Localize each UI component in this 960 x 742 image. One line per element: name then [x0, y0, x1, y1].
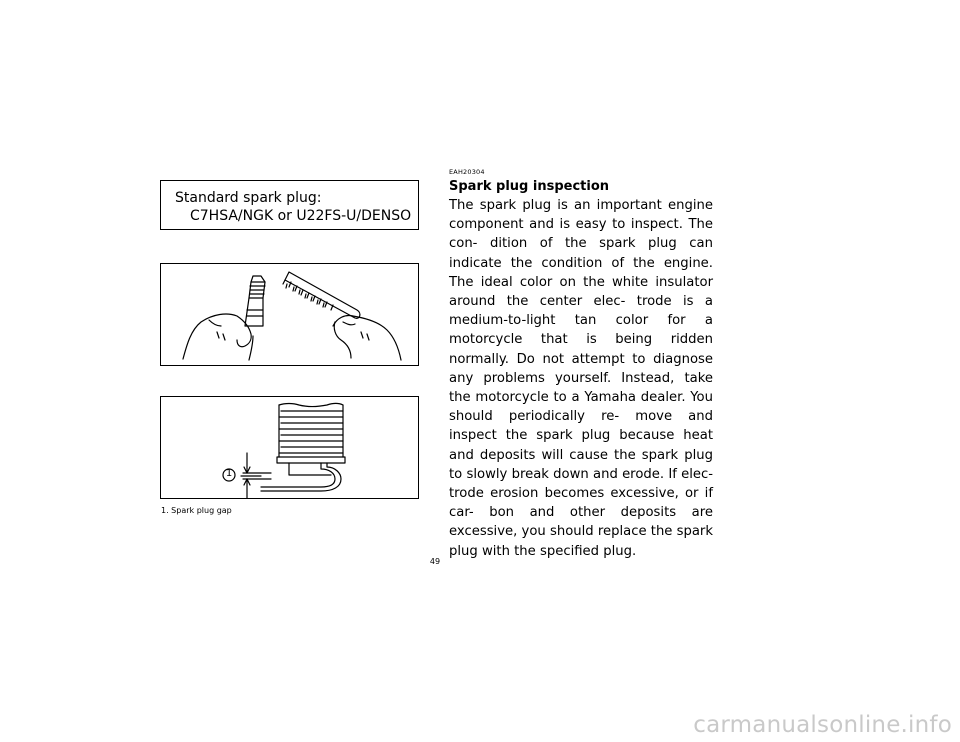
- page-number: 49: [429, 557, 441, 566]
- section-heading: Spark plug inspection: [449, 179, 610, 194]
- spec-label: Standard spark plug:: [175, 190, 322, 206]
- section-code: EAH20304: [449, 168, 485, 176]
- watermark: carmanualsonline.info: [693, 712, 952, 738]
- spark-plug-gap-illustration: [160, 396, 419, 499]
- gap-callout-number: 1: [225, 468, 233, 479]
- spark-plug-spec-box: [160, 180, 419, 230]
- figure-caption: 1. Spark plug gap: [161, 506, 232, 515]
- spark-plug-cleaning-illustration: [160, 263, 419, 366]
- section-body: The spark plug is an important engine component and is easy to inspect. The con- dition of the spark plug can indicate the condition of the engine. The ideal color on the white insulator around the center elec- trode is a medium-to-light tan color for a motorcycle that is being ridden normally. Do not attempt to diagnose any problems yourself. Instead, take the motorcycle to a Yamaha dealer. You should periodically re- move and inspect the spark plug because heat and deposits will cause the spark plug to slowly break down and erode. If elec- trode erosion becomes excessive, or if car- bon and other deposits are excessive, you should replace the spark plug with the specified plug.: [449, 198, 713, 559]
- spec-value: C7HSA/NGK or U22FS-U/DENSO: [190, 208, 412, 224]
